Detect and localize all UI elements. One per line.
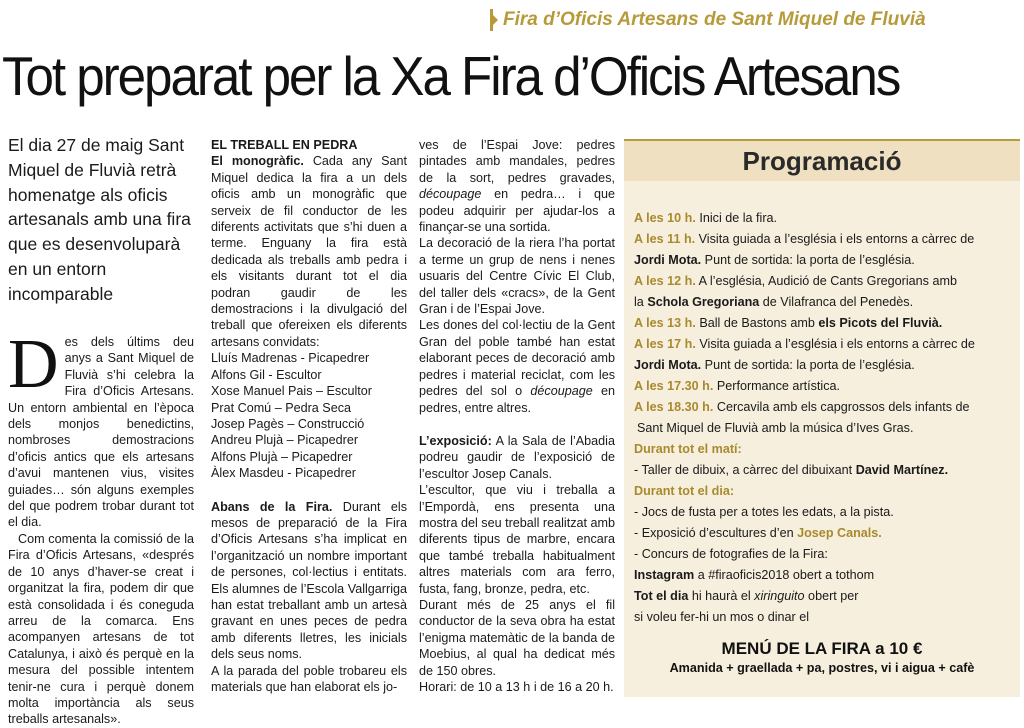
monografic-paragraph xyxy=(211,153,407,350)
text: en pedres, entre altres. xyxy=(419,384,615,415)
subheading-mati: Durant tot el matí: xyxy=(634,442,742,456)
text: de Vilafranca del Penedès. xyxy=(759,295,914,309)
schedule-row: - Jocs de fusta per a totes les edats, a la pista. xyxy=(634,505,894,519)
col3-paragraph-2: La decoració de la riera l’ha portat a terme un grup de nens i nenes usuaris del Centre Cívic El Club, del taller dels «cracs», de la Gent Gran i de l’Espai Jove. xyxy=(419,236,615,317)
kicker xyxy=(490,6,1024,34)
text: Inici de la fira. xyxy=(695,211,778,225)
text: la xyxy=(634,295,648,309)
column-3 xyxy=(419,137,615,695)
text: obert per xyxy=(804,589,859,603)
parada-paragraph: A la parada del poble trobareu els materials que han elaborat els jo- xyxy=(211,663,407,694)
text: Visita guiada a l’església i els entorns a càrrec de xyxy=(695,232,975,246)
horari: Horari: de 10 a 13 h i de 16 a 20 h. xyxy=(419,680,614,694)
schedule-row xyxy=(634,271,1014,292)
text: Punt de sortida: la porta de l’església. xyxy=(701,358,915,372)
programacio-list xyxy=(634,208,1014,628)
schedule-row xyxy=(634,250,1014,271)
text: Cercavila amb els capgrossos dels infants de xyxy=(713,400,970,414)
name: Schola Gregoriana xyxy=(647,295,760,309)
programacio-title: Programació xyxy=(742,145,902,176)
abans-label: Abans de la Fira. xyxy=(211,499,333,514)
time: A les 18.30 h. xyxy=(634,400,714,414)
kicker-marker xyxy=(490,9,493,31)
abans-paragraph xyxy=(211,499,407,663)
schedule-row: Sant Miquel de Fluvià amb la música d’Ives Gras. xyxy=(637,421,914,435)
col1-paragraph-1: es dels últims deu anys a Sant Miquel de Fluvià s’hi celebra la Fira d’Oficis Artesans. Un entorn ambiental en l’època dels monjos benedictins, nombroses demostracions d’oficis antics que els artesans d’avui mantenen vius, visites guiades… són alguns exemples del que podrem trobar durant tot el dia. xyxy=(8,335,194,530)
kicker-text: Fira d’Oficis Artesans de Sant Miquel de Fluvià xyxy=(503,9,926,30)
text: Les dones del col·lectiu de la Gent Gran del poble també han estat elaborant peces de decoració amb pedres i material reciclat, com les pedres del sol o xyxy=(419,318,615,399)
schedule-row xyxy=(634,229,1014,250)
text: ves de l’Espai Jove: pedres pintades amb mandales, pedres de la sort, pedres gravades, xyxy=(419,138,615,185)
schedule-row xyxy=(634,208,1014,229)
schedule-row xyxy=(634,313,1014,334)
text: en pedra… i que podeu adquirir per ajudar-los a finançar-se una sortida. xyxy=(419,187,615,235)
headline: Tot preparat per la Xa Fira d’Oficis Artesans xyxy=(2,45,900,107)
list-item: Àlex Masdeu - Picapedrer xyxy=(211,466,356,481)
text: Performance artística. xyxy=(713,379,841,393)
time: A les 12 h. xyxy=(634,274,696,288)
text: Visita guiada a l’església i els entorns a càrrec de xyxy=(695,337,975,351)
abans-text: Durant els mesos de preparació de la Fira d’Oficis Artesans s’ha implicat en l’organització un nombre important de persones, col·lectius i entitats. Els alumnes de l’Escola Vallgarriga han estat treballant amb un artesà gravant en unes peces de pedra amb diferents lletres, les inicials dels seus noms. xyxy=(211,499,407,662)
time: A les 11 h. xyxy=(634,232,696,246)
col3-paragraph-3 xyxy=(419,317,615,415)
menu-title: MENÚ DE LA FIRA a 10 € xyxy=(721,639,923,658)
schedule-row xyxy=(634,565,1014,586)
menu-items: Amanida + graellada + pa, postres, vi i aigua + cafè xyxy=(669,661,975,675)
schedule-row: - Concurs de fotografies de la Fira: xyxy=(634,547,828,561)
artisan-list xyxy=(211,350,407,481)
text: A la Sala de l’Abadia podreu gaudir de l’exposició de l’escultor Josep Canals. xyxy=(419,433,615,481)
name: Instagram xyxy=(634,568,695,582)
text: Ball de Bastons amb xyxy=(695,316,819,330)
col3-paragraph-1 xyxy=(419,137,615,235)
subheading-dia: Durant tot el dia: xyxy=(634,484,735,498)
col1-paragraph-2: Com comenta la comissió de la Fira d’Oficis Artesans, «després de 10 anys d’haver-se creat i organitzat la fira, podem dir que està consolidada i és coneguda arreu de la comarca. Ens acompanyen artesans de tot Catalunya, i això és perquè en la mesura del possible intentem tenir-ne cura i perquè donem molta importància als seus treballs artesanals». xyxy=(8,531,194,727)
list-item: Josep Pagès – Construcció xyxy=(211,416,365,431)
list-item: Alfons Gil - Escultor xyxy=(211,367,322,382)
name: Jordi Mota. xyxy=(634,253,702,267)
programacio-box xyxy=(624,139,1020,697)
time: A les 13 h. xyxy=(634,316,696,330)
name: David Martínez. xyxy=(855,463,949,477)
column-1 xyxy=(8,326,194,728)
exposicio-label: L’exposició: xyxy=(419,433,492,448)
text: A l’església, Audició de Cants Gregorians amb xyxy=(695,274,957,288)
time: A les 10 h. xyxy=(634,211,696,225)
text: Punt de sortida: la porta de l’església. xyxy=(701,253,915,267)
col3-paragraph-5: L’escultor, que viu i treballa a l’Empordà, ens presenta una mostra del seu treball realitzat amb diferents tipus de marbre, encara que també treballa habitualment altres materials com ara ferro, fusta, fang, bronze, pedra, etc. xyxy=(419,483,615,596)
list-item: Andreu Plujà – Picapedrer xyxy=(211,433,359,448)
name: els Picots del Fluvià. xyxy=(818,316,943,330)
text: - Exposició d’escultures d’en xyxy=(634,526,798,540)
schedule-row xyxy=(634,586,1014,607)
name: Tot el dia xyxy=(634,589,689,603)
schedule-row xyxy=(634,397,1014,418)
dropcap: D xyxy=(8,326,59,403)
name: Jordi Mota. xyxy=(634,358,702,372)
name: Josep Canals. xyxy=(797,526,882,540)
schedule-row xyxy=(634,523,1014,544)
text-italic: découpage xyxy=(530,384,593,399)
exposicio-paragraph xyxy=(419,433,615,482)
section-heading: EL TREBALL EN PEDRA xyxy=(211,138,358,152)
programacio-header xyxy=(624,141,1020,181)
schedule-row: si voleu fer-hi un mos o dinar el xyxy=(634,610,809,624)
text: - Taller de dibuix, a càrrec del dibuixant xyxy=(634,463,856,477)
schedule-row xyxy=(634,460,1014,481)
column-2 xyxy=(211,137,407,695)
text: a #firaoficis2018 obert a tothom xyxy=(694,568,875,582)
schedule-row xyxy=(634,334,1014,355)
lead-paragraph: El dia 27 de maig Sant Miquel de Fluvià retrà homenatge als oficis artesanals amb una fira que es desenvoluparà en un entorn incomparable xyxy=(8,135,191,304)
list-item: Xose Manuel Pais – Escultor xyxy=(211,384,373,399)
text-italic: découpage xyxy=(419,187,482,202)
time: A les 17.30 h. xyxy=(634,379,714,393)
list-item: Lluís Madrenas - Picapedrer xyxy=(211,351,370,366)
text: hi haurà el xyxy=(688,589,755,603)
col3-paragraph-6: Durant més de 25 anys el fil conductor de la seva obra ha estat l’enigma matemàtic de la banda de Moebius, al qual ha dedicat més de 150 obres. xyxy=(419,597,615,678)
monografic-label: El monogràfic. xyxy=(211,154,304,169)
schedule-row xyxy=(634,292,1014,313)
list-item: Prat Comú – Pedra Seca xyxy=(211,400,352,415)
schedule-row xyxy=(634,376,1014,397)
time: A les 17 h. xyxy=(634,337,696,351)
monografic-text: Cada any Sant Miquel dedica la fira a un dels oficis amb un monogràfic que serveix de fil conductor de les diferents activitats que s’hi duen a terme. Enguany la fira està dedicada als treballs amb pedra i els visitants durant tot el dia podran gaudir de les demostracions i la divulgació del treball que ofereixen els diferents artesans convidats: xyxy=(211,154,407,349)
text-italic: xiringuito xyxy=(754,589,805,603)
schedule-row xyxy=(634,355,1014,376)
list-item: Alfons Plujà – Picapedrer xyxy=(211,449,353,464)
